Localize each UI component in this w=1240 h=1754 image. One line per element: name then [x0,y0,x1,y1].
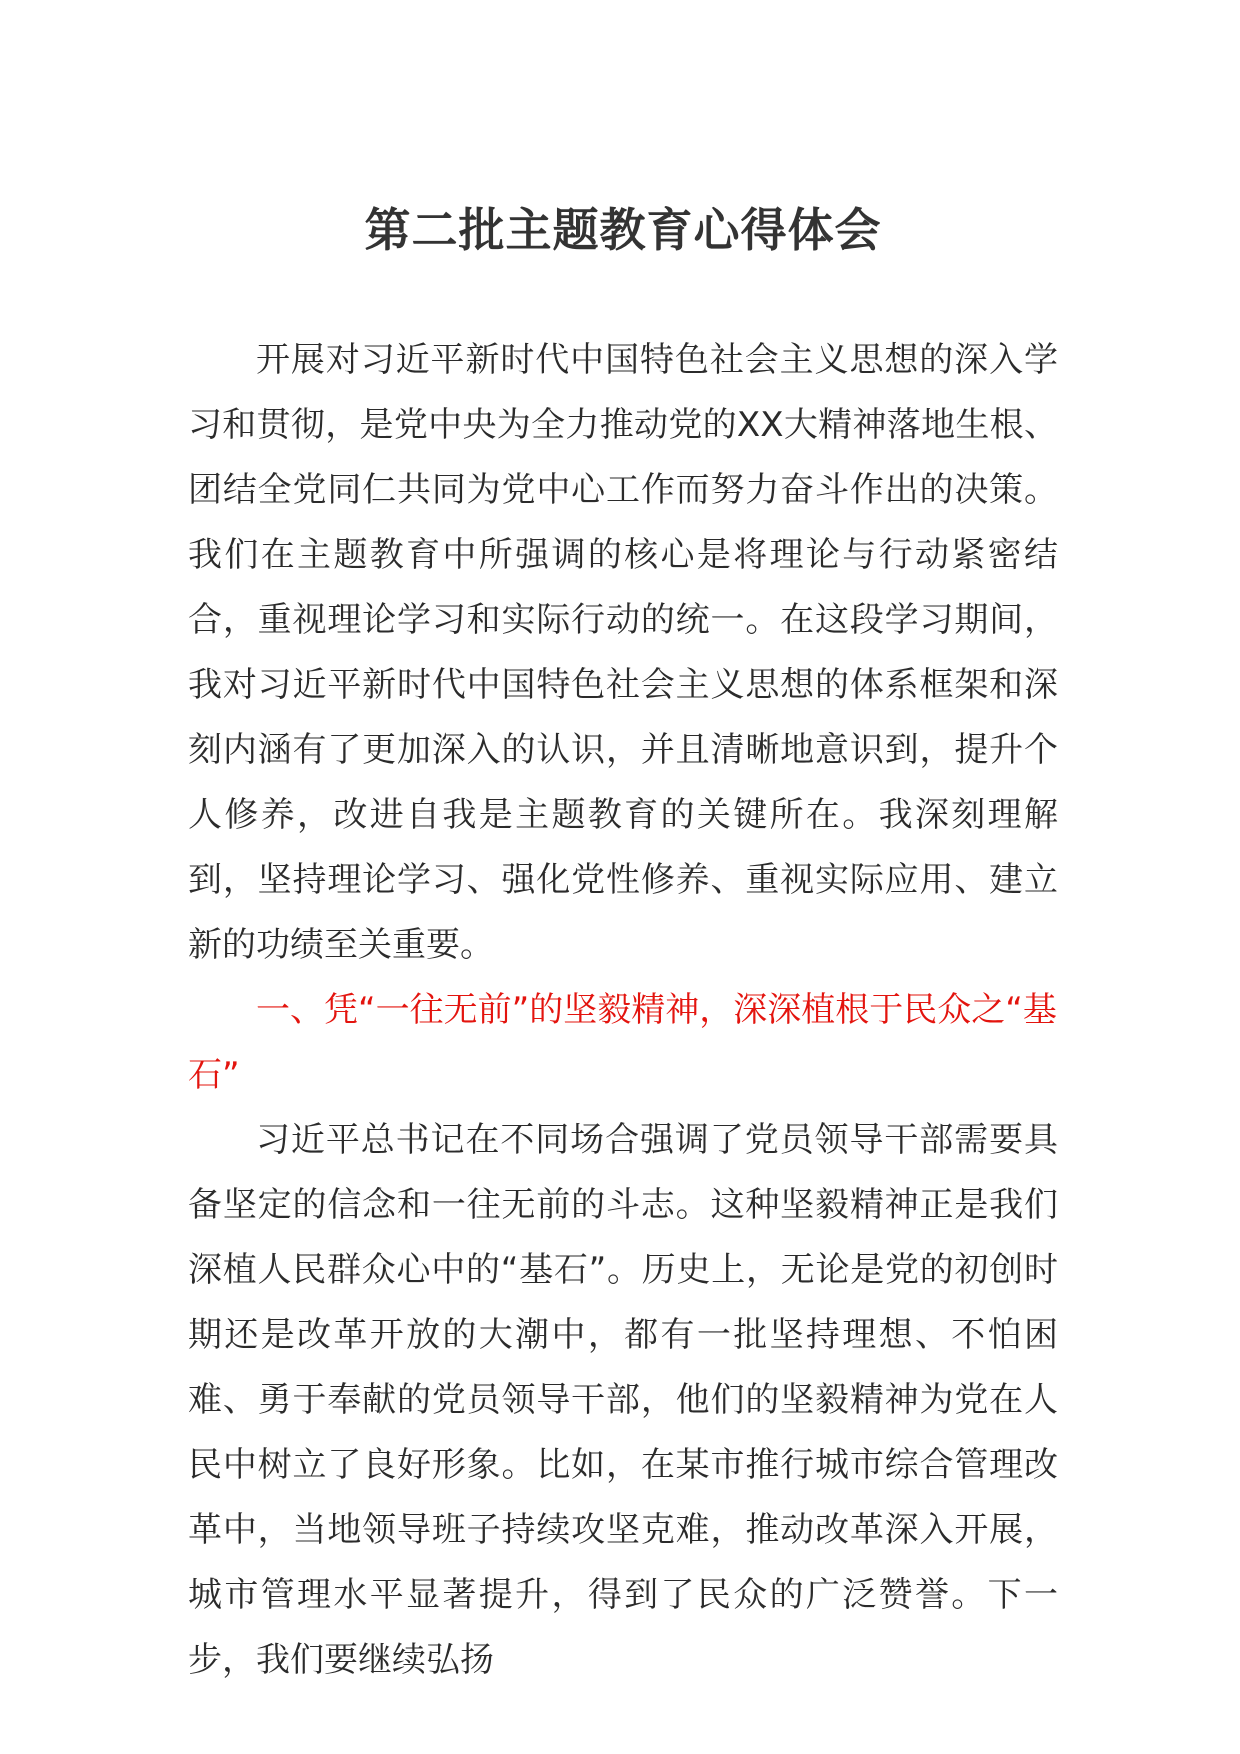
document-title: 第二批主题教育心得体会 [364,203,882,257]
document-page [188,190,1058,1693]
body-paragraph-section-1: 习近平总书记在不同场合强调了党员领导干部需要具备坚定的信念和一往无前的斗志。这种坚毅精神正是我们深植人民群众心中的“基石”。历史上，无论是党的初创时期还是改革开放的大潮中，都有一批坚持理想、不怕困难、勇于奉献的党员领导干部，他们的坚毅精神为党在人民中树立了良好形象。比如，在某市推行城市综合管理改革中，当地领导班子持续攻坚克难，推动改革深入开展，城市管理水平显著提升，得到了民众的广泛赞誉。下一步，我们要继续弘扬 [188,1120,1058,1680]
section-heading-1: 一、凭“一往无前”的坚毅精神，深深植根于民众之“基石” [188,990,1057,1095]
body-paragraph-intro: 开展对习近平新时代中国特色社会主义思想的深入学习和贯彻，是党中央为全力推动党的XX大精神落地生根、团结全党同仁共同为党中心工作而努力奋斗作出的决策。我们在主题教育中所强调的核心是将理论与行动紧密结合，重视理论学习和实际行动的统一。在这段学习期间，我对习近平新时代中国特色社会主义思想的体系框架和深刻内涵有了更加深入的认识，并且清晰地意识到，提升个人修养，改进自我是主题教育的关键所在。我深刻理解到，坚持理论学习、强化党性修养、重视实际应用、建立新的功绩至关重要。 [188,340,1058,965]
